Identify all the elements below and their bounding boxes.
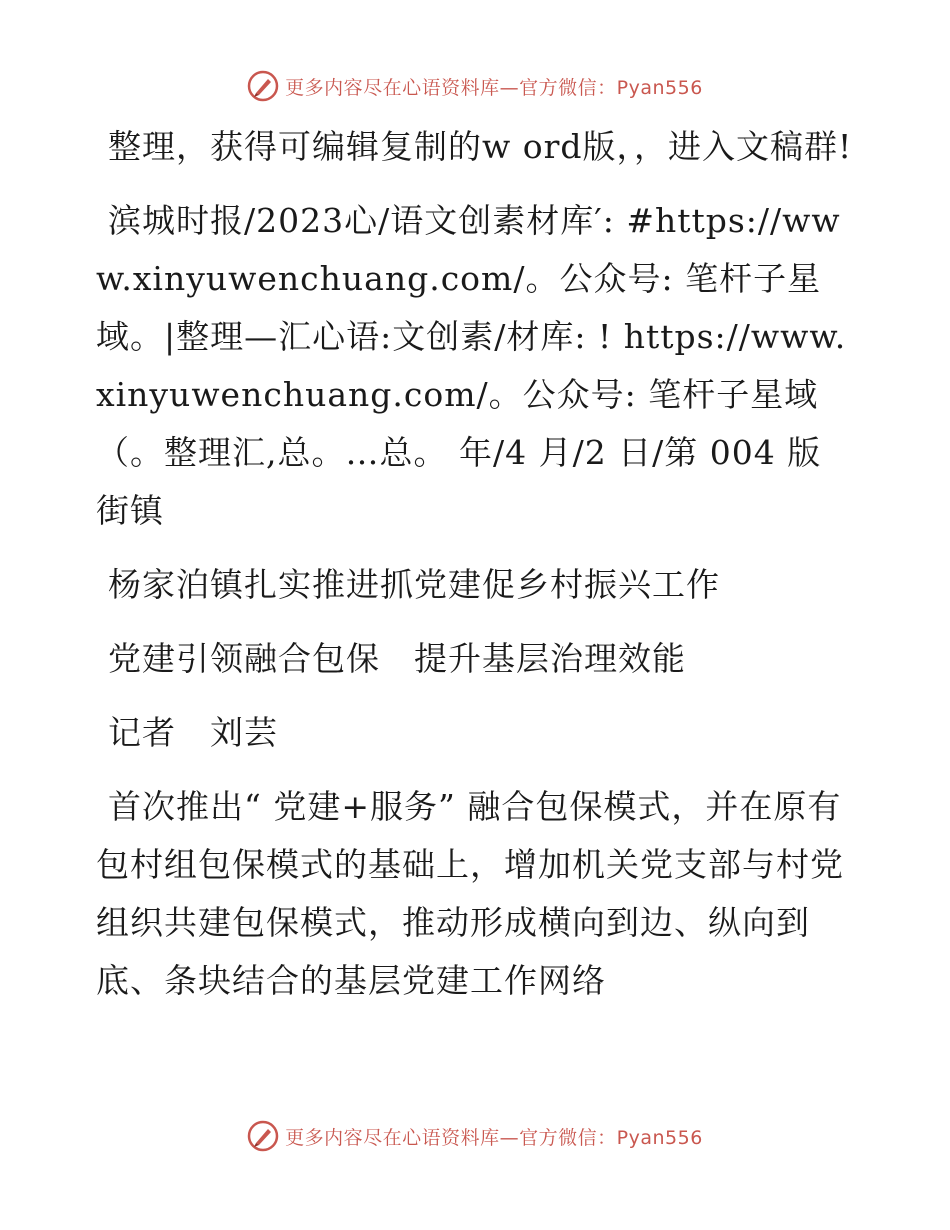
paragraph-intro: 整理，获得可编辑复制的w ord版，，进入文稿群! — [108, 127, 853, 166]
watermark-text: 更多内容尽在心语资料库—官方微信：Pyan556 — [285, 76, 703, 99]
paragraph-source: 滨城时报/2023心/语文创素材库′: #https://www.xinyuwenchuang.com/。公众号: 笔杆子星域。|整理—汇心语:文创素/材库: ! https://www.xinyuwenchuang.com/。公众号: 笔杆子星域（。整理汇,总。…总。 年/4 月/2 日/第 004 版 街镇 — [96, 201, 847, 530]
footer-watermark — [0, 1120, 950, 1152]
paragraph-headline: 杨家泊镇扎实推进抓党建促乡村振兴工作 — [108, 565, 720, 604]
document-body — [96, 118, 856, 1026]
paragraph-subheadline: 党建引领融合包保 提升基层治理效能 — [108, 639, 686, 678]
paragraph-byline: 记者 刘芸 — [108, 713, 278, 752]
pen-logo-icon — [247, 70, 279, 102]
paragraph-body: 首次推出“ 党建+服务” 融合包保模式，并在原有包村组包保模式的基础上，增加机关党支部与村党组织共建包保模式，推动形成横向到边、纵向到底、条块结合的基层党建工作网络 — [96, 787, 844, 1000]
pen-logo-icon — [247, 1120, 279, 1152]
header-watermark — [0, 70, 950, 102]
watermark-text: 更多内容尽在心语资料库—官方微信：Pyan556 — [285, 1126, 703, 1149]
